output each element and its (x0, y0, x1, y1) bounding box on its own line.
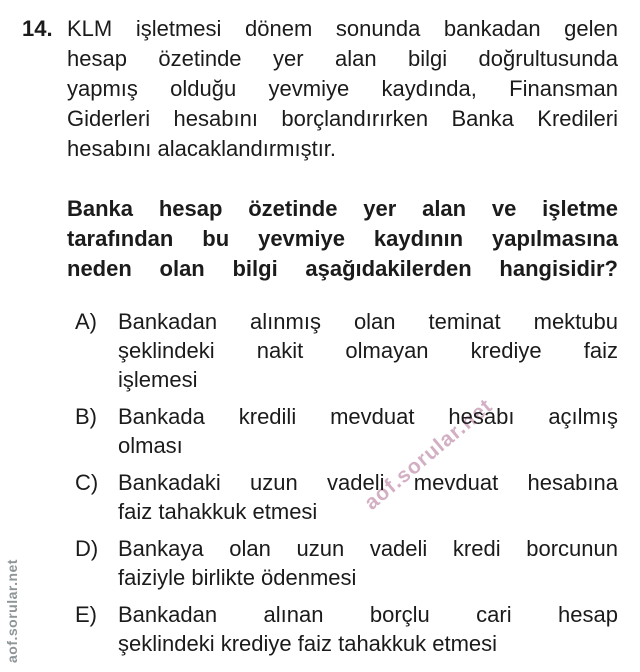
question-number: 14. (22, 16, 53, 41)
option-line: işlemesi (118, 367, 198, 392)
question-stem (67, 194, 618, 284)
question-block (22, 14, 618, 666)
option-c-letter: C) (75, 470, 99, 495)
stem-line: neden olan bilgi aşağıdakilerden hangisidir? (67, 256, 618, 281)
option-line: Bankadaki uzun vadeli mevduat hesabına (118, 470, 618, 495)
option-a-letter: A) (75, 309, 97, 334)
option-e (75, 600, 618, 658)
option-a (75, 307, 618, 394)
option-e-text (118, 600, 618, 658)
option-b-text (118, 402, 618, 460)
option-b (75, 402, 618, 460)
question-body (67, 14, 618, 666)
option-a-text (118, 307, 618, 394)
intro-line: KLM işletmesi dönem sonunda bankadan gelen (67, 16, 618, 41)
option-c (75, 468, 618, 526)
stem-line: tarafından bu yevmiye kaydının yapılmasına (67, 226, 618, 251)
watermark-left-vertical: aof.sorular.net (4, 559, 20, 663)
option-d-text (118, 534, 618, 592)
intro-line: yapmış olduğu yevmiye kaydında, Finansman (67, 76, 618, 101)
watermark-diagonal: aof.sorular.net (360, 394, 498, 515)
options-list (75, 307, 618, 658)
option-d (75, 534, 618, 592)
option-line: olması (118, 433, 183, 458)
intro-line: Giderleri hesabını borçlandırırken Banka Kredileri (67, 106, 618, 131)
intro-line: hesabını alacaklandırmıştır. (67, 136, 337, 161)
option-d-letter: D) (75, 536, 99, 561)
option-line: şeklindeki krediye faiz tahakkuk etmesi (118, 631, 498, 656)
option-line: faiziyle birlikte ödenmesi (118, 565, 357, 590)
intro-line: hesap özetinde yer alan bilgi doğrultusunda (67, 46, 618, 71)
question-intro (67, 14, 618, 164)
stem-line: Banka hesap özetinde yer alan ve işletme (67, 196, 618, 221)
option-e-letter: E) (75, 602, 97, 627)
option-c-text (118, 468, 618, 526)
option-line: Bankada kredili mevduat hesabı açılmış (118, 404, 618, 429)
option-line: Bankadan alınan borçlu cari hesap (118, 602, 618, 627)
option-b-letter: B) (75, 404, 97, 429)
option-line: Bankaya olan uzun vadeli kredi borcunun (118, 536, 618, 561)
option-line: Bankadan alınmış olan teminat mektubu (118, 309, 618, 334)
option-line: faiz tahakkuk etmesi (118, 499, 318, 524)
option-line: şeklindeki nakit olmayan krediye faiz (118, 338, 618, 363)
